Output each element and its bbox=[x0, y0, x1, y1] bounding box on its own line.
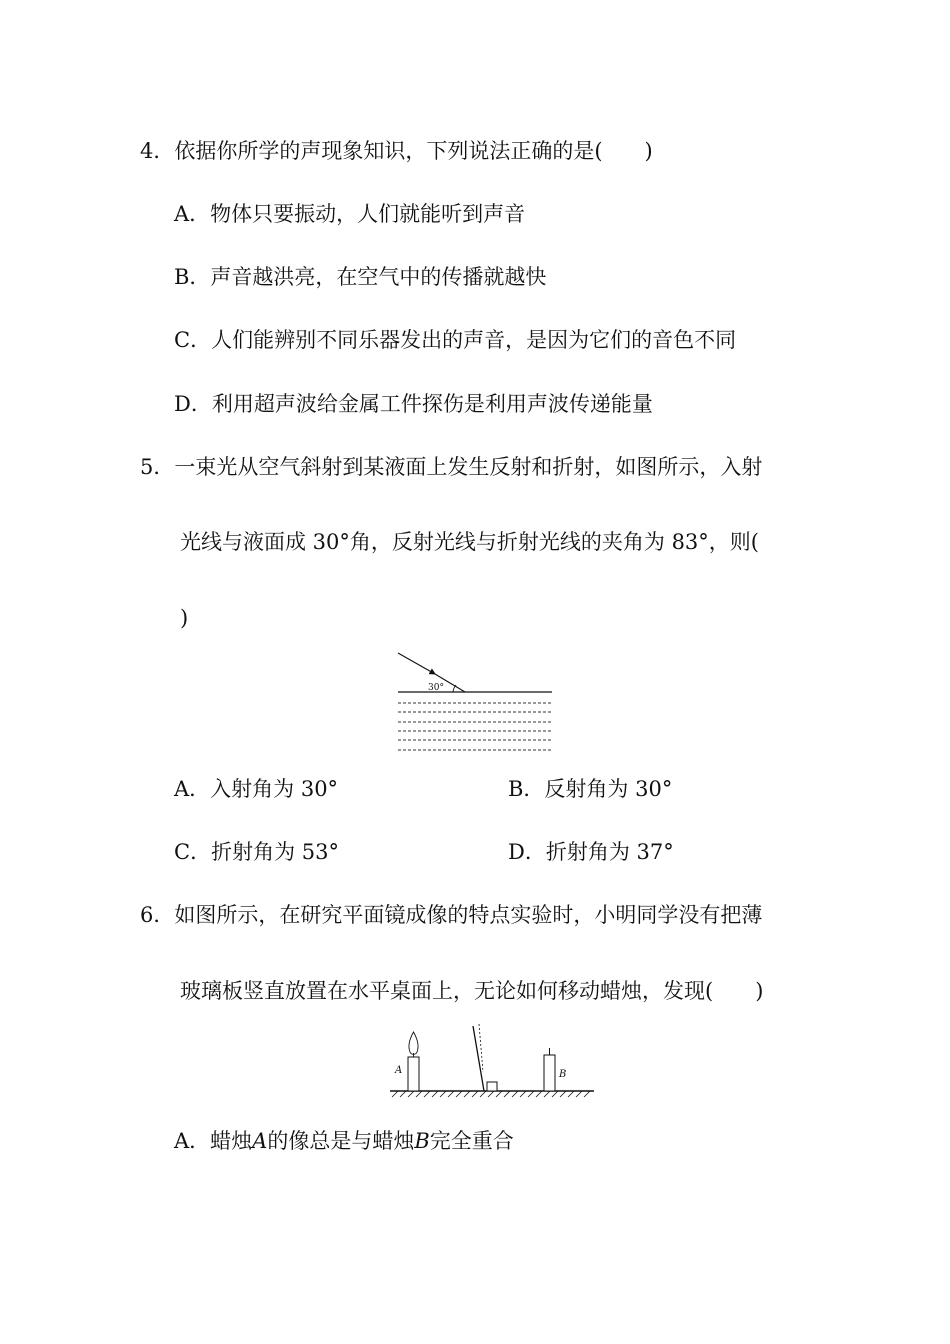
plate-base bbox=[487, 1082, 497, 1091]
question-6-stem-line2: 玻璃板竖直放置在水平桌面上，无论如何移动蜡烛，发现( ) bbox=[180, 979, 764, 1003]
question-6-stem-line1: 6．如图所示，在研究平面镜成像的特点实验时，小明同学没有把薄 bbox=[140, 903, 763, 927]
option-middle: 的像总是与蜡烛 bbox=[267, 1129, 415, 1153]
glass-plate bbox=[473, 1026, 484, 1091]
option-prefix: A．蜡烛 bbox=[174, 1129, 253, 1153]
question-5-stem-line3: ) bbox=[180, 606, 189, 630]
question-4-stem: 4．依据你所学的声现象知识，下列说法正确的是( ) bbox=[140, 139, 653, 163]
question-5-stem-line1: 5．一束光从空气斜射到某液面上发生反射和折射，如图所示，入射 bbox=[140, 455, 763, 479]
candle-a-label: A bbox=[395, 1065, 403, 1076]
angle-label: 30° bbox=[428, 683, 444, 693]
candle-a-flame bbox=[409, 1032, 418, 1054]
question-4-option-b[interactable]: B．声音越洪亮，在空气中的传播就越快 bbox=[174, 265, 547, 289]
question-5-stem-line2: 光线与液面成 30°角，反射光线与折射光线的夹角为 83°，则( bbox=[180, 530, 759, 554]
incident-ray-arrow bbox=[398, 653, 435, 674]
question-5-option-c[interactable]: C．折射角为 53° bbox=[174, 840, 339, 864]
question-4-option-d[interactable]: D．利用超声波给金属工件探伤是利用声波传递能量 bbox=[174, 392, 653, 416]
candle-a-variable: A bbox=[252, 1129, 268, 1153]
question-6-option-a[interactable] bbox=[174, 1126, 514, 1156]
candle-a-body bbox=[408, 1057, 419, 1091]
candle-b-label: B bbox=[559, 1069, 567, 1080]
question-5-option-b[interactable]: B．反射角为 30° bbox=[508, 777, 673, 801]
question-4-option-a[interactable]: A．物体只要振动，人们就能听到声音 bbox=[174, 202, 526, 226]
candle-b-variable: B bbox=[414, 1129, 430, 1153]
plane-mirror-experiment-figure bbox=[388, 1022, 598, 1100]
question-4-option-c[interactable]: C．人们能辨别不同乐器发出的声音，是因为它们的音色不同 bbox=[174, 328, 737, 352]
light-refraction-figure bbox=[395, 650, 555, 756]
question-5-option-d[interactable]: D．折射角为 37° bbox=[508, 840, 674, 864]
table-hatching bbox=[392, 1091, 590, 1097]
question-5-option-a[interactable]: A．入射角为 30° bbox=[174, 777, 339, 801]
option-suffix: 完全重合 bbox=[429, 1129, 514, 1153]
candle-b-body bbox=[544, 1055, 555, 1091]
